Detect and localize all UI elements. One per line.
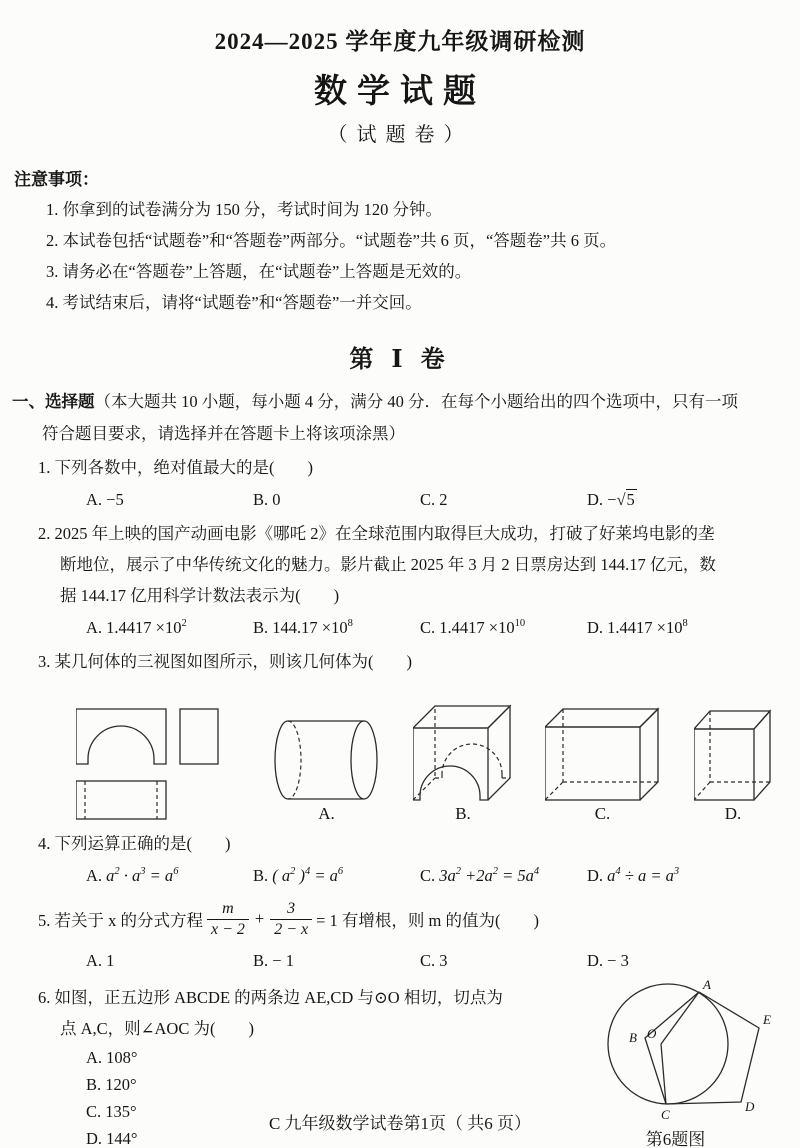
option-a: A. $a^2 \cdot a^3 = a^6$ [86, 866, 179, 885]
question-2-stem-line2: 断地位，展示了中华传统文化的魅力。影片截止 2025 年 3 月 2 日票房达到 144.17 亿元，数 [60, 555, 716, 574]
figure-label-c: C. [594, 804, 611, 823]
question-1-stem: 1. 下列各数中，绝对值最大的是( ) [38, 458, 313, 477]
section-intro-line1 [12, 386, 786, 418]
question-6-stem-line2: 点 A,C，则∠AOC 为( ) [60, 1019, 254, 1038]
question-4-options [12, 860, 786, 891]
fraction-2: $\frac{3}{2 - x}$ [270, 899, 312, 938]
section-heading: 第 Ⅰ 卷 [349, 347, 451, 373]
option-figure-cylinder [274, 717, 379, 825]
option-b: B. $144.17 \times 10^8$ [253, 618, 353, 637]
figure-label-b: B. [455, 804, 471, 823]
question-3-figures [12, 683, 786, 825]
question-3 [12, 646, 786, 825]
option-b: B. − 1 [253, 951, 294, 970]
question-1-options [12, 484, 786, 515]
figure-label-d: D. [724, 804, 742, 823]
page-footer: C 九年级数学试卷第1页（ 共6 页） [268, 1114, 532, 1133]
point-label-b: B [629, 1030, 637, 1045]
subject-title: 数学试题 [314, 72, 486, 109]
cylinder-icon [274, 717, 379, 803]
notice-item-1: 1. 你拿到的试卷满分为 150 分，考试时间为 120 分钟。 [46, 200, 442, 219]
question-5-stem-prefix: 5. 若关于 x 的分式方程 [38, 911, 203, 930]
question-1 [12, 452, 786, 515]
question-6-stem-line1: 6. 如图，正五边形 ABCDE 的两条边 AE,CD 与⊙O 相切，切点为 [38, 988, 503, 1007]
notice-item-4: 4. 考试结束后，请将“试题卷”和“答题卷”一并交回。 [46, 293, 422, 312]
cuboid-icon [545, 705, 660, 803]
three-view-figure [76, 707, 228, 821]
three-view-drawing-icon [76, 707, 228, 821]
option-figure-arch-block [413, 703, 513, 825]
question-5-stem [12, 894, 786, 944]
question-5-stem-suffix: = 1 有增根，则 m 的值为( ) [316, 911, 540, 930]
option-b: B. ( $a^2$ )$^4 = a^6$ [253, 866, 344, 885]
option-d: D. − 3 [587, 951, 629, 970]
option-c: C. 2 [420, 490, 448, 509]
section-intro-text: （本大题共 10 小题，每小题 4 分，满分 40 分．在每个小题给出的四个选项中，只有一项 [94, 392, 738, 411]
question-5-options [12, 945, 786, 976]
point-label-e: E [763, 1012, 771, 1027]
cube-icon [694, 705, 772, 803]
option-b: B. 0 [253, 490, 281, 509]
option-figure-cuboid [545, 705, 660, 825]
point-label-d: D [745, 1099, 755, 1114]
point-label-a: A [703, 977, 711, 992]
notice-item-2: 2. 本试卷包括“试题卷”和“答题卷”两部分。“试题卷”共 6 页，“答题卷”共 6 页。 [46, 231, 617, 250]
question-2-stem-line3: 据 144.17 亿用科学计数法表示为( ) [60, 586, 340, 605]
question-5 [12, 894, 786, 976]
option-c: C. $3a^2 +2a^2 = 5a^4$ [420, 866, 540, 885]
point-label-c: C [661, 1107, 670, 1122]
figure-label-a: A. [318, 804, 335, 823]
option-a: A. 108° [86, 1048, 138, 1067]
question-2-stem-line1: 2. 2025 年上映的国产动画电影《哪吒 2》在全球范围内取得巨大成功，打破了好莱坞电影的垄 [38, 524, 715, 543]
option-d: D. $a^4 \div a = a^3$ [587, 866, 680, 885]
pentagon-circle-icon [573, 976, 778, 1126]
option-d: D. −√5 [587, 490, 635, 509]
question-4-stem: 4. 下列运算正确的是( ) [38, 834, 231, 853]
notice-heading: 注意事项： [14, 170, 99, 189]
question-4 [12, 828, 786, 891]
option-c: C. 135° [86, 1102, 137, 1121]
fraction-1: $\frac{m}{x - 2}$ [207, 899, 249, 938]
plus-operator: + [254, 909, 265, 928]
paper-type: （试题卷） [327, 124, 473, 146]
option-d: D. 144° [86, 1129, 138, 1148]
section-intro-label: 一、选择题 [12, 393, 95, 411]
question-body [12, 386, 786, 1148]
option-a: A. −5 [86, 490, 124, 509]
figure-caption: 第6题图 [645, 1130, 706, 1148]
option-c: C. 3 [420, 951, 448, 970]
question-2 [12, 518, 786, 643]
point-label-o: O [647, 1026, 657, 1041]
exam-title: 2024—2025 学年度九年级调研检测 [214, 29, 586, 54]
option-a: A. $1.4417 \times 10^2$ [86, 618, 187, 637]
option-d: D. $1.4417 \times 10^8$ [587, 618, 688, 637]
question-3-stem: 3. 某几何体的三视图如图所示，则该几何体为( ) [38, 652, 412, 671]
option-figure-cube [694, 705, 772, 825]
question-2-options [12, 612, 786, 643]
section-intro-line2: 符合题目要求，请选择并在答题卡上将该项涂黑） [42, 424, 405, 443]
notice-section [14, 166, 780, 318]
option-b: B. 120° [86, 1075, 137, 1094]
option-a: A. 1 [86, 951, 115, 970]
arch-block-icon [413, 703, 513, 803]
notice-item-3: 3. 请务必在“答题卷”上答题，在“试题卷”上答题是无效的。 [46, 262, 472, 281]
option-c: C. $1.4417 \times 10^{10}$ [420, 618, 526, 637]
